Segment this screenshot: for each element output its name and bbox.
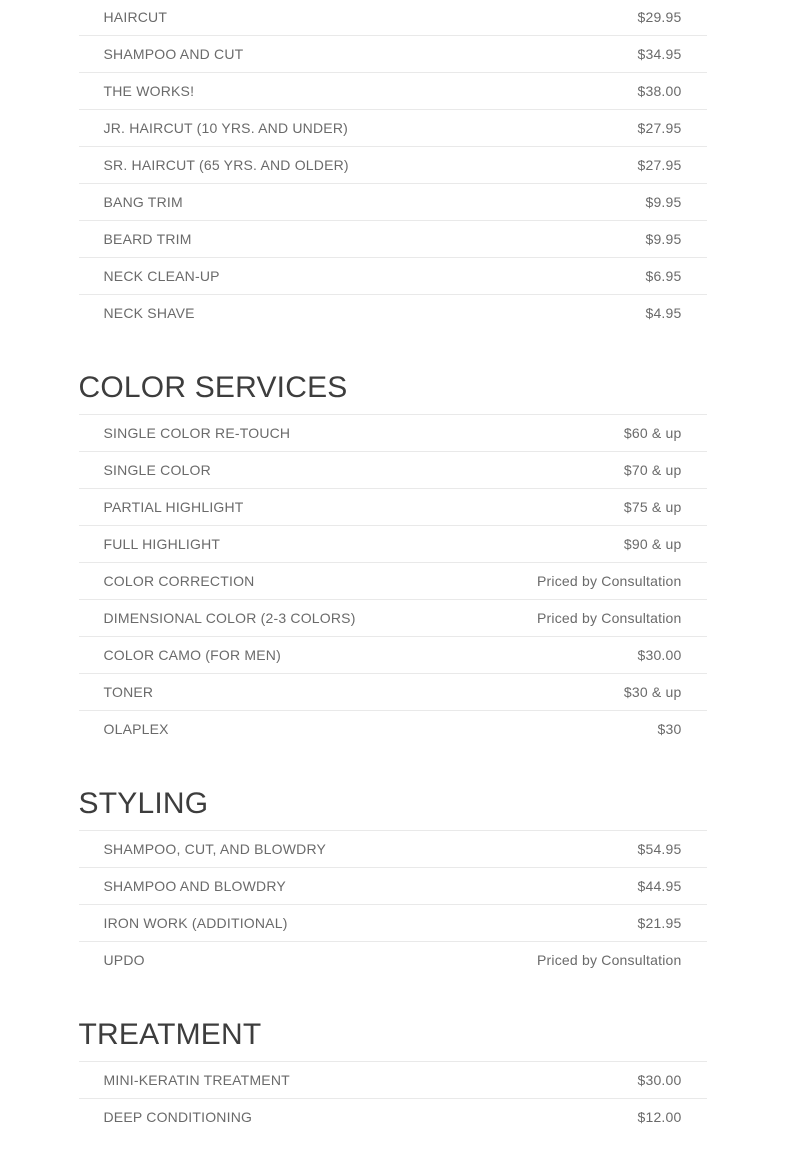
- price-row: [79, 599, 707, 636]
- service-name: JR. HAIRCUT (10 YRS. AND UNDER): [103, 120, 349, 136]
- service-name: PARTIAL HIGHLIGHT: [103, 499, 244, 515]
- service-price: $4.95: [645, 305, 682, 321]
- price-row: [79, 525, 707, 562]
- service-name: TONER: [103, 684, 154, 700]
- price-row: [79, 488, 707, 525]
- price-row: [79, 1098, 707, 1135]
- price-table: [79, 830, 707, 978]
- price-list: [79, 0, 707, 1135]
- price-row: [79, 146, 707, 183]
- service-price: $9.95: [645, 194, 682, 210]
- service-price: $44.95: [637, 878, 682, 894]
- service-name: SHAMPOO, CUT, AND BLOWDRY: [103, 841, 327, 857]
- price-section: [79, 1014, 707, 1135]
- service-name: SHAMPOO AND BLOWDRY: [103, 878, 286, 894]
- price-section: [79, 0, 707, 331]
- service-name: FULL HIGHLIGHT: [103, 536, 221, 552]
- service-price: $27.95: [637, 157, 682, 173]
- service-name: SR. HAIRCUT (65 YRS. AND OLDER): [103, 157, 349, 173]
- price-row: [79, 35, 707, 72]
- price-row: [79, 451, 707, 488]
- service-price: $30.00: [637, 1072, 682, 1088]
- price-table: [79, 1061, 707, 1135]
- service-price: Priced by Consultation: [537, 952, 682, 968]
- price-row: [79, 636, 707, 673]
- service-name: DIMENSIONAL COLOR (2-3 COLORS): [103, 610, 356, 626]
- service-name: COLOR CORRECTION: [103, 573, 255, 589]
- service-price: $9.95: [645, 231, 682, 247]
- service-name: NECK SHAVE: [103, 305, 195, 321]
- service-price: $60 & up: [623, 425, 682, 441]
- service-name: NECK CLEAN-UP: [103, 268, 220, 284]
- service-name: SINGLE COLOR: [103, 462, 211, 478]
- service-price: Priced by Consultation: [537, 573, 682, 589]
- price-row: [79, 220, 707, 257]
- section-title: TREATMENT: [78, 1018, 262, 1051]
- section-title: COLOR SERVICES: [78, 371, 348, 404]
- service-price: $90 & up: [623, 536, 682, 552]
- price-row: [79, 0, 707, 35]
- service-price: $30.00: [637, 647, 682, 663]
- service-price: Priced by Consultation: [537, 610, 682, 626]
- service-name: BANG TRIM: [103, 194, 183, 210]
- service-price: $70 & up: [623, 462, 682, 478]
- section-title: STYLING: [78, 787, 209, 820]
- service-name: THE WORKS!: [103, 83, 195, 99]
- price-row: [79, 562, 707, 599]
- service-name: UPDO: [103, 952, 145, 968]
- price-row: [79, 257, 707, 294]
- price-table: [79, 0, 707, 331]
- service-price: $12.00: [637, 1109, 682, 1125]
- service-price: $38.00: [637, 83, 682, 99]
- service-name: HAIRCUT: [103, 9, 168, 25]
- service-name: OLAPLEX: [103, 721, 169, 737]
- service-name: IRON WORK (ADDITIONAL): [103, 915, 288, 931]
- price-row: [79, 294, 707, 331]
- price-row: [79, 1061, 707, 1098]
- price-row: [79, 673, 707, 710]
- service-name: SINGLE COLOR RE-TOUCH: [103, 425, 291, 441]
- price-row: [79, 414, 707, 451]
- price-row: [79, 183, 707, 220]
- service-price: $27.95: [637, 120, 682, 136]
- service-name: MINI-KERATIN TREATMENT: [103, 1072, 290, 1088]
- price-row: [79, 830, 707, 867]
- price-section: [79, 783, 707, 978]
- price-table: [79, 414, 707, 747]
- service-price: $6.95: [645, 268, 682, 284]
- service-price: $30: [657, 721, 682, 737]
- service-price: $75 & up: [623, 499, 682, 515]
- price-section: [79, 367, 707, 747]
- price-row: [79, 710, 707, 747]
- service-name: DEEP CONDITIONING: [103, 1109, 253, 1125]
- service-price: $29.95: [637, 9, 682, 25]
- price-row: [79, 109, 707, 146]
- service-name: COLOR CAMO (FOR MEN): [103, 647, 281, 663]
- price-row: [79, 867, 707, 904]
- service-name: SHAMPOO AND CUT: [103, 46, 244, 62]
- price-row: [79, 941, 707, 978]
- service-price: $21.95: [637, 915, 682, 931]
- service-price: $54.95: [637, 841, 682, 857]
- service-name: BEARD TRIM: [103, 231, 192, 247]
- service-price: $34.95: [637, 46, 682, 62]
- price-row: [79, 904, 707, 941]
- service-price: $30 & up: [623, 684, 682, 700]
- price-row: [79, 72, 707, 109]
